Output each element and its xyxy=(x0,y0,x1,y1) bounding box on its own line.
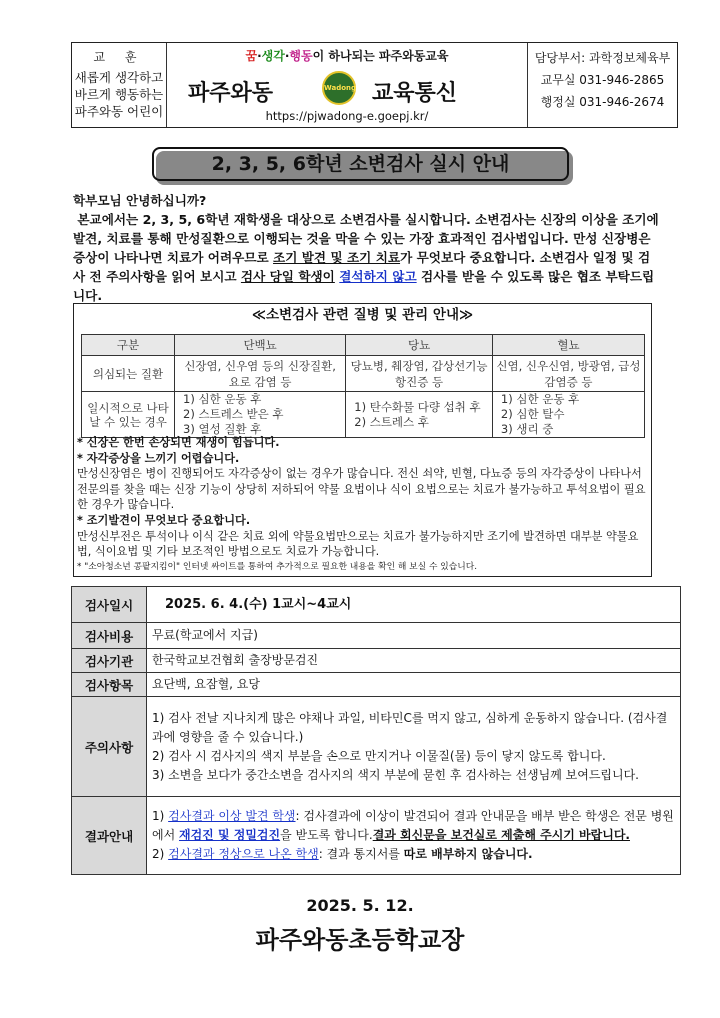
note-text: 만성신장염은 병이 진행되어도 자각증상이 없는 경우가 많습니다. 전신 쇠약, 빈혈, 다뇨증 등의 자각증상이 나타나서 전문의를 찾을 때는 신장 기능이 상당히 저하되어 약물 요법이나 식이 요법으로는 치료가 불가능하고 투석요법이 필요한 경우가 많습니다. xyxy=(77,467,646,512)
issue-date: 2025. 5. 12. xyxy=(306,896,414,915)
phone-office: 교무실 031-946-2865 xyxy=(540,73,665,87)
table-row xyxy=(72,673,681,697)
note-footnote: * "소아청소년 콩팥지킴이" 인터넷 싸이트를 통하여 추가적으로 필요한 내용을 확인 해 보실 수 있습니다. xyxy=(77,561,478,572)
table-cell: 신장염, 신우염 등의 신장질환, 요로 감염 등 xyxy=(175,356,346,392)
newsletter-header xyxy=(71,42,678,128)
table-cell: 1) 심한 운동 후 2) 스트레스 받은 후 3) 열성 질환 후 xyxy=(175,392,346,438)
exam-details-table xyxy=(71,586,681,875)
caution-item: 1) 검사 전날 지나치게 많은 야채나 과일, 비타민C를 먹지 않고, 심하게 운동하지 않습니다. (검사결과에 영향을 줄 수 있습니다.) xyxy=(152,710,668,744)
table-row xyxy=(72,587,681,623)
table-cell: 당뇨병, 췌장염, 갑상선기능항진증 등 xyxy=(346,356,493,392)
principal-signature: 파주와동초등학교장 xyxy=(255,926,465,954)
result-item: 2) 검사결과 정상으로 나온 학생: 결과 통지서를 따로 배부하지 않습니다. xyxy=(152,847,533,861)
table-cell: 1) 탄수화물 다량 섭취 후 2) 스트레스 후 xyxy=(346,392,493,438)
result-label: 결과안내 xyxy=(72,797,147,875)
table-row xyxy=(72,797,681,875)
note-heading: * 신장은 한번 손상되면 재생이 힘듭니다. xyxy=(77,436,280,449)
school-name: 파주와동 xyxy=(188,81,274,106)
row-label: 의심되는 질환 xyxy=(82,356,175,392)
exam-items-label: 검사항목 xyxy=(72,673,147,697)
newsletter-name: 교육통신 xyxy=(372,81,458,106)
col-header: 혈뇨 xyxy=(492,335,644,356)
info-box-title: ≪소변검사 관련 질병 및 관리 안내≫ xyxy=(251,307,474,323)
exam-date-value: 2025. 6. 4.(수) 1교시~4교시 xyxy=(147,587,681,623)
slogan-part: 생각 xyxy=(261,49,285,63)
caution-item: 2) 검사 시 검사지의 색지 부분을 손으로 만지거나 이물질(물) 등이 닿지 않도록 합니다. xyxy=(152,748,606,763)
col-header: 당뇨 xyxy=(346,335,493,356)
result-info xyxy=(147,797,681,875)
exam-org-label: 검사기관 xyxy=(72,649,147,673)
note-text: 만성신부전은 투석이나 이식 같은 치료 외에 약물요법만으로는 치료가 불가능하지만 조기에 발견하면 대부분 약물요법, 식이요법 및 기타 보조적인 방법으로도 치료가 가능합니다. xyxy=(77,529,639,559)
col-header: 구분 xyxy=(82,335,175,356)
col-header: 단백뇨 xyxy=(175,335,346,356)
phone-admin: 행정실 031-946-2674 xyxy=(540,95,665,109)
school-logo-icon: Wadong xyxy=(322,71,356,105)
caution-list xyxy=(147,697,681,797)
slogan-part: 꿈 xyxy=(245,49,258,63)
table-cell: 1) 심한 운동 후 2) 심한 탈수 3) 생리 중 xyxy=(492,392,644,438)
slogan xyxy=(167,47,527,64)
intro-text xyxy=(73,191,659,305)
slogan-part: 이 하나되는 파주와동교육 xyxy=(312,49,449,63)
exam-cost-value: 무료(학교에서 지급) xyxy=(147,623,681,649)
exam-items-value: 요단백, 요잠혈, 요당 xyxy=(147,673,681,697)
caution-label: 주의사항 xyxy=(72,697,147,797)
exam-cost-label: 검사비용 xyxy=(72,623,147,649)
dept-label: 담당부서: 과학정보체육부 xyxy=(534,51,671,65)
intro-paragraph: 본교에서는 2, 3, 5, 6학년 재학생을 대상으로 소변검사를 실시합니다. 소변검사는 신장의 이상을 조기에 발견, 치료를 통해 만성질환으로 이행되는 것을 막을 수 있는 가장 효과적인 검사법입니다. 만성 신장병은 증상이 나타나면 치료가 어려우므로 조기 발견 및 조기 치료가 무엇보다 중요합니다. 소변검사 일정 및 검사 전 주의사항을 읽어 보시고 검사 당일 학생이 결석하지 않고 검사를 받을 수 있도록 많은 협조 부탁드립니다. xyxy=(73,212,659,303)
slogan-part: · xyxy=(284,49,290,63)
slogan-part: · xyxy=(257,49,262,63)
exam-date-label: 검사일시 xyxy=(72,587,147,623)
contact-box xyxy=(527,43,677,127)
disease-info-box xyxy=(73,303,652,577)
slogan-part: 행동 xyxy=(289,49,313,63)
school-url[interactable]: https://pjwadong-e.goepj.kr/ xyxy=(265,109,429,123)
motto-text xyxy=(72,69,166,120)
motto-heading: 교 훈 xyxy=(93,50,145,64)
table-row xyxy=(82,356,645,392)
motto-line: 파주와동 어린이 xyxy=(74,104,164,119)
caution-item: 3) 소변을 보다가 중간소변을 검사지의 색지 부분에 묻힌 후 검사하는 선생님께 보여드립니다. xyxy=(152,767,639,782)
exam-org-value: 한국학교보건협회 출장방문검진 xyxy=(147,649,681,673)
row-label: 일시적으로 나타날 수 있는 경우 xyxy=(82,392,175,438)
result-item: 1) 검사결과 이상 발견 학생: 검사결과에 이상이 발견되어 결과 안내문을 배부 받은 학생은 전문 병원에서 재검진 및 정밀검진을 받도록 합니다.결과 회신문을 보건실로 제출해 주시기 바랍니다. xyxy=(152,809,674,842)
greeting: 학부모님 안녕하십니까? xyxy=(73,193,207,208)
table-cell: 신염, 신우신염, 방광염, 급성감염증 등 xyxy=(492,356,644,392)
table-header-row xyxy=(82,335,645,356)
motto-box xyxy=(72,43,167,127)
info-notes xyxy=(77,435,649,575)
table-row xyxy=(72,649,681,673)
disease-table xyxy=(81,334,645,438)
table-row xyxy=(72,697,681,797)
table-row xyxy=(72,623,681,649)
note-heading: * 자각증상을 느끼기 어렵습니다. xyxy=(77,451,240,465)
motto-line: 바르게 행동하는 xyxy=(74,87,164,102)
page-title: 2, 3, 5, 6학년 소변검사 실시 안내 xyxy=(152,147,569,181)
table-row xyxy=(82,392,645,438)
note-heading: * 조기발견이 무엇보다 중요합니다. xyxy=(77,513,251,527)
motto-line: 새롭게 생각하고 xyxy=(74,70,164,85)
